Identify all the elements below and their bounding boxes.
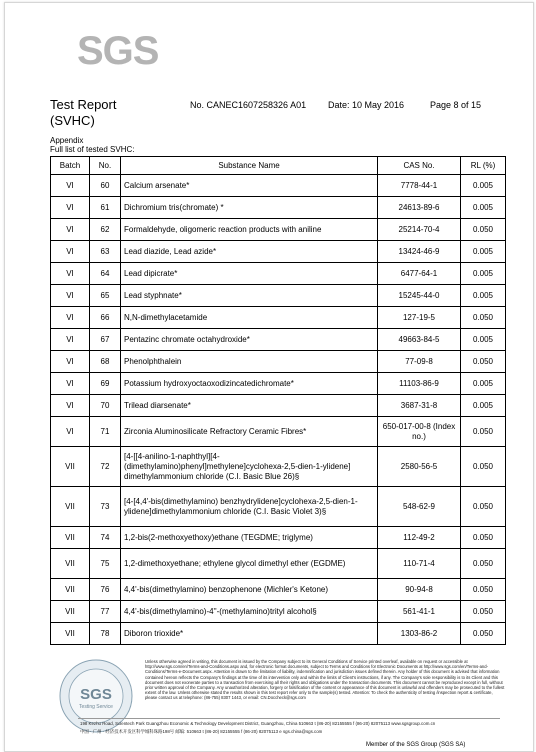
cell-batch: VII xyxy=(51,487,90,527)
table-row xyxy=(51,307,506,329)
col-substance-name: Substance Name xyxy=(121,157,378,175)
cell-batch: VI xyxy=(51,197,90,219)
cell-cas-no: 13424-46-9 xyxy=(378,241,461,263)
report-title xyxy=(50,97,116,129)
cell-batch: VII xyxy=(51,527,90,549)
col-batch: Batch xyxy=(51,157,90,175)
cell-no: 62 xyxy=(90,219,121,241)
cell-batch: VI xyxy=(51,263,90,285)
cell-substance-name: Potassium hydroxyoctaoxodizincatedichromate* xyxy=(121,373,378,395)
appendix-subtitle: Full list of tested SVHC: xyxy=(50,145,135,154)
cell-no: 71 xyxy=(90,417,121,447)
cell-rl: 0.005 xyxy=(461,329,506,351)
cell-rl: 0.050 xyxy=(461,351,506,373)
report-date: Date: 10 May 2016 xyxy=(328,100,405,110)
cell-substance-name: Lead diazide, Lead azide* xyxy=(121,241,378,263)
cell-substance-name: N,N-dimethylacetamide xyxy=(121,307,378,329)
cell-no: 60 xyxy=(90,175,121,197)
table-row xyxy=(51,579,506,601)
cell-substance-name: 1,2-bis(2-methoxyethoxy)ethane (TEGDME; triglyme) xyxy=(121,527,378,549)
table-row xyxy=(51,241,506,263)
cell-rl: 0.050 xyxy=(461,527,506,549)
cell-no: 66 xyxy=(90,307,121,329)
seal-sub-text: Testing Service xyxy=(79,704,113,710)
cell-substance-name: 1,2-dimethoxyethane; ethylene glycol dimethyl ether (EGDME) xyxy=(121,549,378,579)
cell-cas-no: 90-94-8 xyxy=(378,579,461,601)
cell-substance-name: Formaldehyde, oligomeric reaction products with aniline xyxy=(121,219,378,241)
cell-cas-no: 24613-89-6 xyxy=(378,197,461,219)
table-row xyxy=(51,351,506,373)
table-row xyxy=(51,175,506,197)
cell-no: 78 xyxy=(90,623,121,645)
cell-no: 74 xyxy=(90,527,121,549)
cell-no: 76 xyxy=(90,579,121,601)
cell-no: 61 xyxy=(90,197,121,219)
table-row xyxy=(51,417,506,447)
address-english: 198 Kezhu Road, Scientech Park Guangzhou Economic & Technology Development District, Guangzhou, China 510663 t (86-20) 82155555 f (86-20) 82075113 www.sgsgroup.com.cn xyxy=(80,721,436,726)
table-row xyxy=(51,285,506,307)
cell-cas-no: 2580-56-5 xyxy=(378,447,461,487)
report-number: No. CANEC1607258326 A01 xyxy=(190,100,307,110)
table-row xyxy=(51,623,506,645)
svhc-table xyxy=(50,156,506,645)
cell-cas-no: 15245-44-0 xyxy=(378,285,461,307)
cell-batch: VI xyxy=(51,417,90,447)
cell-no: 73 xyxy=(90,487,121,527)
cell-rl: 0.005 xyxy=(461,285,506,307)
logo-text: SGS xyxy=(77,29,159,73)
cell-no: 64 xyxy=(90,263,121,285)
cell-cas-no: 49663-84-5 xyxy=(378,329,461,351)
cell-substance-name: Lead styphnate* xyxy=(121,285,378,307)
cell-substance-name: Diboron trioxide* xyxy=(121,623,378,645)
title-line-2: (SVHC) xyxy=(50,113,95,128)
disclaimer-text: Unless otherwise agreed in writing, this document is issued by the Company subject to its General Conditions of Service printed overleaf, available on request or accessible at http://www.sgs.com/en/Terms-and-Conditions.aspx and, for electronic format documents, subject to Terms and Conditions for Electronic Documents at http://www.sgs.com/en/Terms-and-Conditions/Terms-e-Document.aspx. Attention is drawn to the limitation of liability, indemnification and jurisdiction issues defined therein. Any holder of this document is advised that information contained hereon reflects the Company's findings at the time of its intervention only and within the limits of Client's instructions, if any. The Company's sole responsibility is to its Client and this document does not exonerate parties to a transaction from exercising all their rights and obligations under the transaction documents. This document cannot be reproduced except in full, without prior written approval of the Company. Any unauthorized alteration, forgery or falsification of the content or appearance of this document is unlawful and offenders may be prosecuted to the fullest extent of the law. Unless otherwise stated the results shown in this test report refer only to the sample(s) tested. Attention: To check the authenticity of testing /inspection report & certificate, please contact us at telephone: (86-755) 8307 1443, or email: CN.Doccheck@sgs.com xyxy=(145,659,505,701)
table-row xyxy=(51,395,506,417)
cell-cas-no: 548-62-9 xyxy=(378,487,461,527)
cell-rl: 0.050 xyxy=(461,601,506,623)
cell-rl: 0.050 xyxy=(461,487,506,527)
cell-batch: VI xyxy=(51,395,90,417)
table-row xyxy=(51,601,506,623)
cell-cas-no: 7778-44-1 xyxy=(378,175,461,197)
cell-rl: 0.050 xyxy=(461,623,506,645)
cell-rl: 0.005 xyxy=(461,395,506,417)
cell-no: 77 xyxy=(90,601,121,623)
cell-rl: 0.050 xyxy=(461,307,506,329)
cell-cas-no: 77-09-8 xyxy=(378,351,461,373)
cell-rl: 0.005 xyxy=(461,263,506,285)
cell-batch: VII xyxy=(51,579,90,601)
cell-substance-name: Pentazinc chromate octahydroxide* xyxy=(121,329,378,351)
seal-logo-text: SGS xyxy=(80,686,112,703)
cell-no: 63 xyxy=(90,241,121,263)
cell-no: 65 xyxy=(90,285,121,307)
cell-batch: VII xyxy=(51,447,90,487)
cell-substance-name: Lead dipicrate* xyxy=(121,263,378,285)
cell-substance-name: Trilead diarsenate* xyxy=(121,395,378,417)
cell-batch: VII xyxy=(51,623,90,645)
cell-no: 72 xyxy=(90,447,121,487)
table-row xyxy=(51,527,506,549)
cell-batch: VII xyxy=(51,549,90,579)
cell-batch: VI xyxy=(51,329,90,351)
col-no: No. xyxy=(90,157,121,175)
cell-batch: VI xyxy=(51,307,90,329)
cell-rl: 0.050 xyxy=(461,549,506,579)
cell-cas-no: 3687-31-8 xyxy=(378,395,461,417)
table-body xyxy=(51,175,506,645)
cell-substance-name: Zirconia Aluminosilicate Refractory Ceramic Fibres* xyxy=(121,417,378,447)
cell-rl: 0.050 xyxy=(461,579,506,601)
cell-cas-no: 1303-86-2 xyxy=(378,623,461,645)
cell-substance-name: Phenolphthalein xyxy=(121,351,378,373)
table-row xyxy=(51,373,506,395)
cell-cas-no: 561-41-1 xyxy=(378,601,461,623)
member-note: Member of the SGS Group (SGS SA) xyxy=(366,742,466,748)
cell-cas-no: 127-19-5 xyxy=(378,307,461,329)
cell-cas-no: 25214-70-4 xyxy=(378,219,461,241)
cell-substance-name: Dichromium tris(chromate) * xyxy=(121,197,378,219)
cell-substance-name: [4-[4,4'-bis(dimethylamino) benzhydrylidene]cyclohexa-2,5-dien-1-ylidene]dimethylammonium chloride (C.I. Basic Violet 3)§ xyxy=(121,487,378,527)
table-row xyxy=(51,219,506,241)
cell-rl: 0.005 xyxy=(461,197,506,219)
cell-batch: VII xyxy=(51,601,90,623)
appendix-heading xyxy=(50,136,134,154)
table-row xyxy=(51,549,506,579)
table-header-row xyxy=(51,157,506,175)
col-rl: RL (%) xyxy=(461,157,506,175)
cell-no: 68 xyxy=(90,351,121,373)
cell-batch: VI xyxy=(51,285,90,307)
cell-no: 75 xyxy=(90,549,121,579)
cell-substance-name: 4,4'-bis(dimethylamino) benzophenone (Michler's Ketone) xyxy=(121,579,378,601)
cell-batch: VI xyxy=(51,373,90,395)
cell-batch: VI xyxy=(51,175,90,197)
cell-cas-no: 11103-86-9 xyxy=(378,373,461,395)
table-row xyxy=(51,487,506,527)
appendix-label: Appendix xyxy=(50,136,84,145)
cell-substance-name: 4,4'-bis(dimethylamino)-4''-(methylamino)trityl alcohol§ xyxy=(121,601,378,623)
cell-no: 69 xyxy=(90,373,121,395)
cell-substance-name: Calcium arsenate* xyxy=(121,175,378,197)
cell-cas-no: 110-71-4 xyxy=(378,549,461,579)
cell-batch: VI xyxy=(51,219,90,241)
cell-rl: 0.050 xyxy=(461,219,506,241)
footer-divider xyxy=(78,718,500,719)
cell-rl: 0.050 xyxy=(461,447,506,487)
table-row xyxy=(51,197,506,219)
cell-substance-name: [4-[[4-anilino-1-naphthyl][4-(dimethylamino)phenyl]methylene]cyclohexa-2,5-dien-1-ylidene] dimethylammonium chloride (C.I. Basic Blue 26)§ xyxy=(121,447,378,487)
cell-batch: VI xyxy=(51,241,90,263)
sgs-logo xyxy=(77,29,159,73)
page-number: Page 8 of 15 xyxy=(430,100,482,110)
address-chinese: 中国 · 广州 · 经济技术开发区科学城科珠路198号 邮编: 510663 t (86-20) 82155555 f (86-20) 82075113 e sgs.china@sgs.com xyxy=(80,729,323,734)
title-line-1: Test Report xyxy=(50,97,117,112)
cell-cas-no: 6477-64-1 xyxy=(378,263,461,285)
cell-no: 70 xyxy=(90,395,121,417)
cell-rl: 0.005 xyxy=(461,373,506,395)
cell-no: 67 xyxy=(90,329,121,351)
table-row xyxy=(51,263,506,285)
cell-rl: 0.005 xyxy=(461,175,506,197)
cell-rl: 0.050 xyxy=(461,417,506,447)
col-cas-no: CAS No. xyxy=(378,157,461,175)
table-row xyxy=(51,447,506,487)
cell-batch: VI xyxy=(51,351,90,373)
cell-cas-no: 650-017-00-8 (Index no.) xyxy=(378,417,461,447)
cell-cas-no: 112-49-2 xyxy=(378,527,461,549)
cell-rl: 0.005 xyxy=(461,241,506,263)
table-row xyxy=(51,329,506,351)
